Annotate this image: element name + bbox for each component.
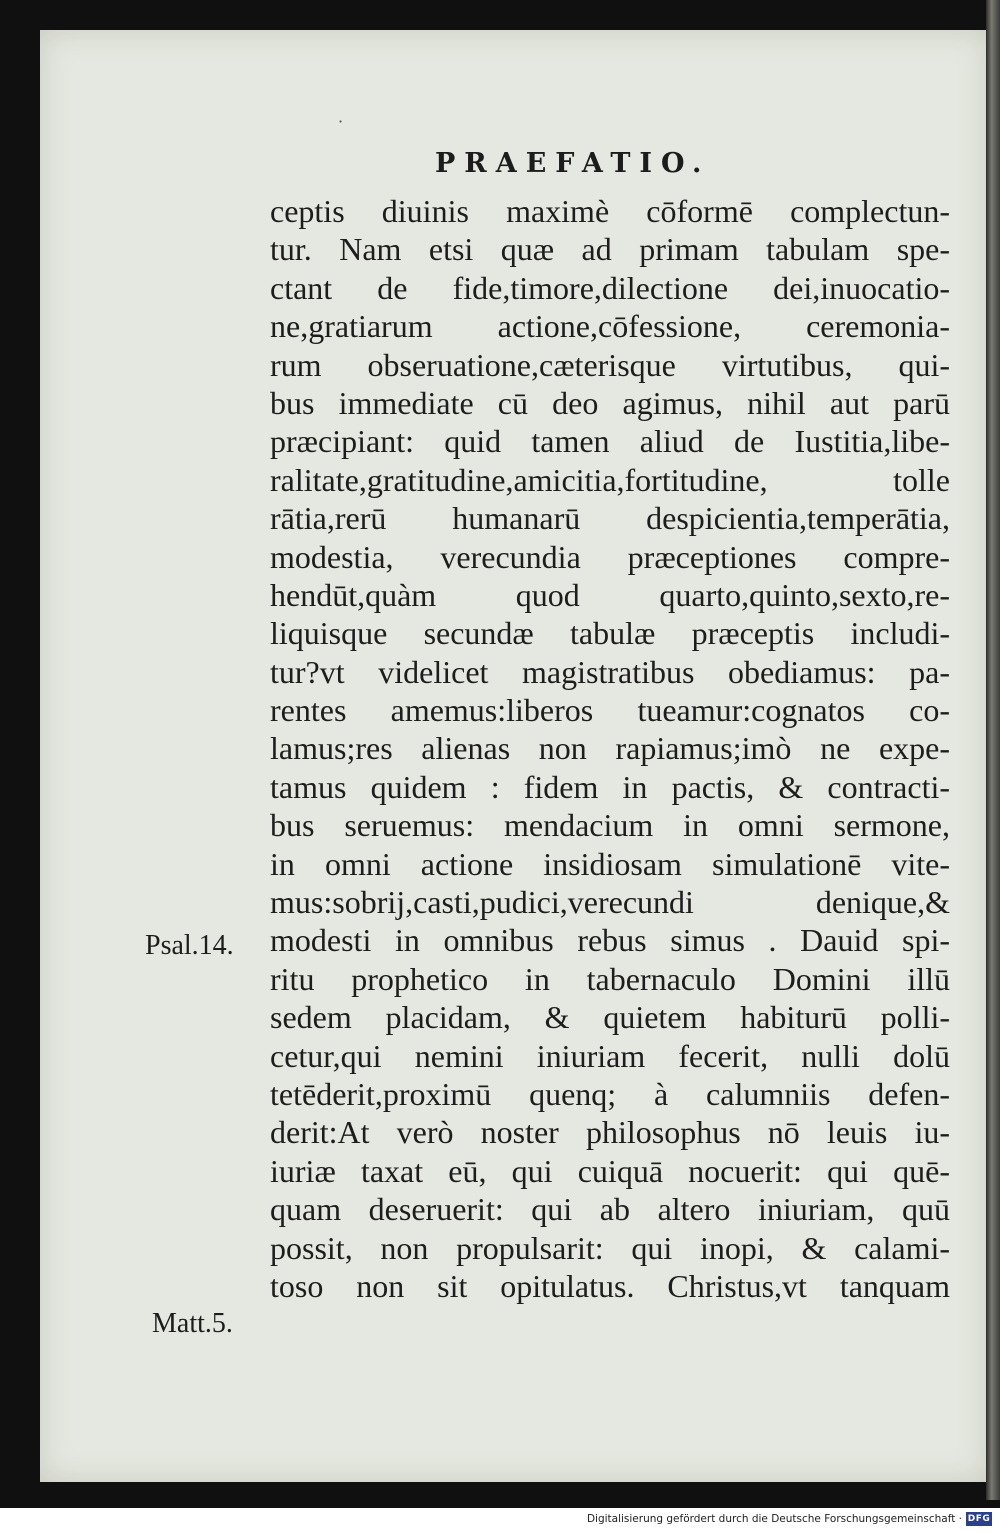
text-line: in omni actione insidiosam simulationē vite- — [270, 845, 950, 882]
text-line: rum obseruatione,cæterisque virtutibus, qui- — [270, 346, 950, 383]
running-head: PRAEFATIO. — [435, 148, 711, 179]
text-line: bus immediate cū deo agimus, nihil aut parū — [270, 384, 950, 421]
text-line: præcipiant: quid tamen aliud de Iustitia,libe- — [270, 423, 950, 460]
text-line: tetēderit,proximū quenq; à calumniis defen- — [270, 1075, 950, 1112]
text-line: ne,gratiarum actione,cōfessione, ceremonia- — [270, 308, 950, 345]
body-text — [270, 192, 950, 1305]
ink-speck: · — [338, 112, 344, 131]
footer-credit: Digitalisierung gefördert durch die Deutsche Forschungsgemeinschaft · — [586, 1513, 962, 1525]
marginal-note-matthew: Matt.5. — [152, 1308, 233, 1339]
text-line: tur?vt videlicet magistratibus obediamus: pa- — [270, 653, 950, 690]
text-line: lamus;res alienas non rapiamus;imò ne expe- — [270, 730, 950, 767]
text-line: modestia, verecundia præceptiones compre- — [270, 538, 950, 575]
text-line: ctant de fide,timore,dilectione dei,inuocatio- — [270, 269, 950, 306]
text-line: derit:At verò noster philosophus nō leuis iu- — [270, 1114, 950, 1151]
text-line: cetur,qui nemini iniuriam fecerit, nulli dolū — [270, 1037, 950, 1074]
text-line: toso non sit opitulatus. Christus,vt tanquam — [270, 1267, 950, 1304]
text-line: possit, non propulsarit: qui inopi, & calami- — [270, 1229, 950, 1266]
text-line: sedem placidam, & quietem habiturū polli- — [270, 999, 950, 1036]
page-edge — [986, 0, 1000, 1500]
text-line: tur. Nam etsi quæ ad primam tabulam spe- — [270, 231, 950, 268]
text-line: ralitate,gratitudine,amicitia,fortitudine, tolle — [270, 461, 950, 498]
text-line: rātia,rerū humanarū despicientia,temperātia, — [270, 500, 950, 537]
marginal-note-psalm: Psal.14. — [145, 930, 234, 961]
text-line: ritu prophetico in tabernaculo Domini illū — [270, 960, 950, 997]
text-line: bus seruemus: mendacium in omni sermone, — [270, 807, 950, 844]
text-line: iuriæ taxat eū, qui cuiquā nocuerit: qui quē- — [270, 1152, 950, 1189]
dfg-logo-icon: DFG — [967, 1514, 991, 1524]
text-line: hendūt,quàm quod quarto,quinto,sexto,re- — [270, 576, 950, 613]
text-line: mus:sobrij,casti,pudici,verecundi denique,& — [270, 884, 950, 921]
text-line: quam deseruerit: qui ab altero iniuriam, quū — [270, 1191, 950, 1228]
text-line: modesti in omnibus rebus simus . Dauid spi- — [270, 922, 950, 959]
text-line: rentes amemus:liberos tueamur:cognatos co- — [270, 692, 950, 729]
text-line: liquisque secundæ tabulæ præceptis includi- — [270, 615, 950, 652]
text-line: ceptis diuinis maximè cōformē complectun- — [270, 193, 950, 229]
text-line: tamus quidem : fidem in pactis, & contracti- — [270, 768, 950, 805]
